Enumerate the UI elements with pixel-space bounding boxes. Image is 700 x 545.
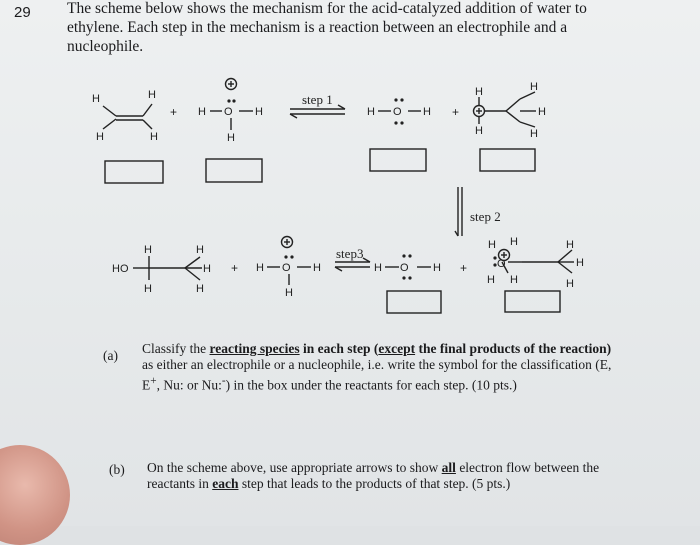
svg-text:H: H (566, 278, 574, 290)
svg-text:H: H (285, 287, 293, 299)
svg-text:H: H (313, 262, 321, 274)
svg-text:+: + (231, 261, 239, 275)
svg-text:H: H (367, 106, 375, 118)
svg-text:H: H (144, 283, 152, 295)
question-intro: The scheme below shows the mechanism for the acid-catalyzed addition of water to ethylene. Each step in the mechanism is a reaction between an electrophile and a nucleophile. (67, 0, 587, 55)
part-b-text: On the scheme above, use appropriate arrows to show all electron flow between the reactants in each step that leads to the products of that step. (5 pts.) (147, 460, 600, 491)
part-a-label: (a) (103, 348, 118, 363)
svg-text:H: H (487, 274, 495, 286)
svg-text:H: H (256, 262, 264, 274)
atom-o: O (224, 106, 233, 118)
svg-text:O: O (282, 262, 291, 274)
question-number: 29 (14, 4, 31, 21)
part-a-text: Classify the reacting species in each step (except the final products of the reaction) as either an electrophile or a nucleophile, i.e. write the symbol for the classification (E, E+, Nu: or Nu:-) in the box under the reactants for each step. (10 pts.) (142, 341, 612, 393)
step2-label: step 2 (470, 209, 501, 224)
svg-text:H: H (148, 89, 156, 101)
part-b-label: (b) (109, 462, 125, 477)
svg-text:H: H (475, 86, 483, 98)
svg-text:H: H (566, 239, 574, 251)
plus-sign: + (170, 105, 178, 119)
svg-text:H: H (203, 263, 211, 275)
svg-text:O: O (400, 262, 409, 274)
svg-text:H: H (196, 283, 204, 295)
svg-text:H: H (198, 106, 206, 118)
svg-text:H: H (510, 236, 518, 248)
svg-text:+: + (460, 261, 468, 275)
svg-text:H: H (433, 262, 441, 274)
svg-text:H: H (475, 125, 483, 137)
atom-h: H (92, 93, 100, 105)
svg-text:H: H (196, 244, 204, 256)
svg-text:H: H (576, 257, 584, 269)
svg-text:H: H (255, 106, 263, 118)
svg-text:H: H (374, 262, 382, 274)
svg-text:H: H (488, 239, 496, 251)
svg-text:H: H (538, 106, 546, 118)
svg-text:H: H (227, 132, 235, 144)
svg-text:H: H (530, 128, 538, 140)
step3-label: step3 (336, 246, 364, 261)
svg-text:H: H (423, 106, 431, 118)
svg-text:O: O (393, 106, 402, 118)
svg-text:H: H (96, 131, 104, 143)
svg-text:+: + (452, 105, 460, 119)
svg-text:H: H (150, 131, 158, 143)
svg-text:O: O (497, 258, 506, 270)
svg-text:H: H (144, 244, 152, 256)
hydroxyl-label: HO (112, 263, 129, 275)
svg-text:H: H (530, 81, 538, 93)
step1-label: step 1 (302, 92, 333, 107)
svg-text:H: H (510, 274, 518, 286)
